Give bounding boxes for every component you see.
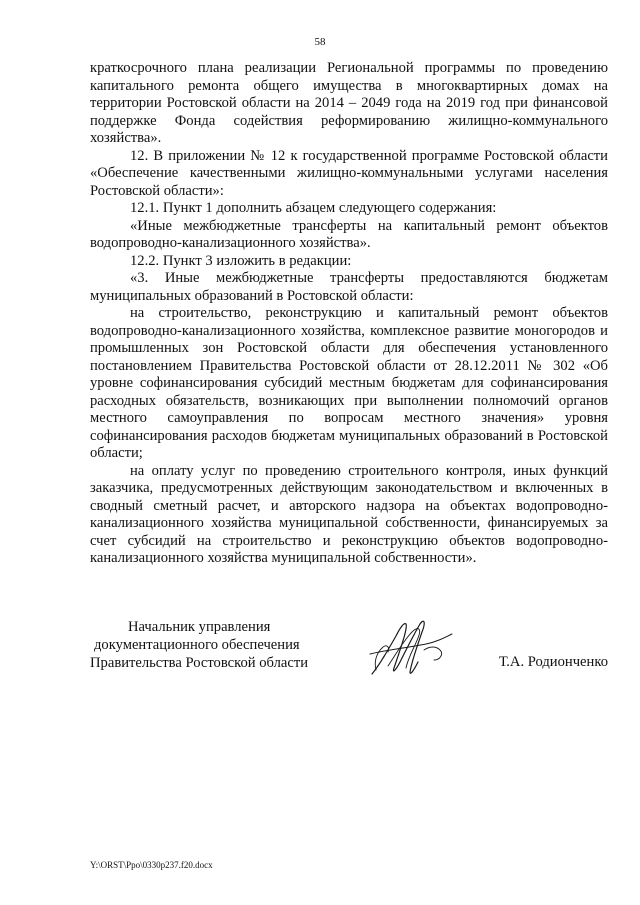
file-path: Y:\ORST\Ppo\0330p237.f20.docx [90,860,213,870]
handwritten-signature [366,610,462,688]
paragraph: 12. В приложении № 12 к государственной программе Ростовской области «Обеспечение качественными жилищно-коммунальными услугами населения Ростовской области»: [90,147,608,199]
signatory-title [90,618,320,672]
document-body [90,60,608,568]
signatory-title-line: Правительства Ростовской области [90,655,309,671]
paragraph: «Иные межбюджетные трансферты на капитальный ремонт объектов водопроводно-канализационного хозяйства». [90,217,608,251]
paragraph: 12.1. Пункт 1 дополнить абзацем следующего содержания: [130,200,497,216]
signatory-title-line: Начальник управления [128,619,271,635]
signatory-title-line: документационного обеспечения [94,637,300,653]
signer-name: Т.А. Родионченко [498,654,608,670]
paragraph: «3. Иные межбюджетные трансферты предоставляются бюджетам муниципальных образований в Ростовской области: [90,270,608,304]
paragraph: на строительство, реконструкцию и капитальный ремонт объектов водопроводно-канализационного хозяйства, комплексное развитие моногородов и промышленных зон Ростовской области для обеспечения установленного постановлением Правительства Ростовской области от 28.12.2011 № 302 «Об уровне софинансирования субсидий местным бюджетам для софинансирования расходных обязательств, возникающих при выполнении полномочий органов местного самоуправления по вопросам местного значения» уровня софинансирования расходов бюджетам муниципальных образований в Ростовской области; [90,305,608,461]
paragraph: 12.2. Пункт 3 изложить в редакции: [130,252,352,269]
page-number: 58 [314,36,326,48]
paragraph: на оплату услуг по проведению строительного контроля, иных функций заказчика, предусмотренных действующим законодательством и включенных в сводный сметный расчет, и авторского надзора на объектах водопроводно-канализационного хозяйства муниципальной собственности, финансируемых за счет субсидий на строительство и реконструкцию объектов водопроводно-канализационного хозяйства муниципальной собственности». [90,462,608,566]
paragraph: краткосрочного плана реализации Региональной программы по проведению капитального ремонта общего имущества в многоквартирных домах на территории Ростовской области на 2014 – 2049 года на 2019 год при финансовой поддержке Фонда содействия реформированию жилищно-коммунального хозяйства». [90,60,608,146]
